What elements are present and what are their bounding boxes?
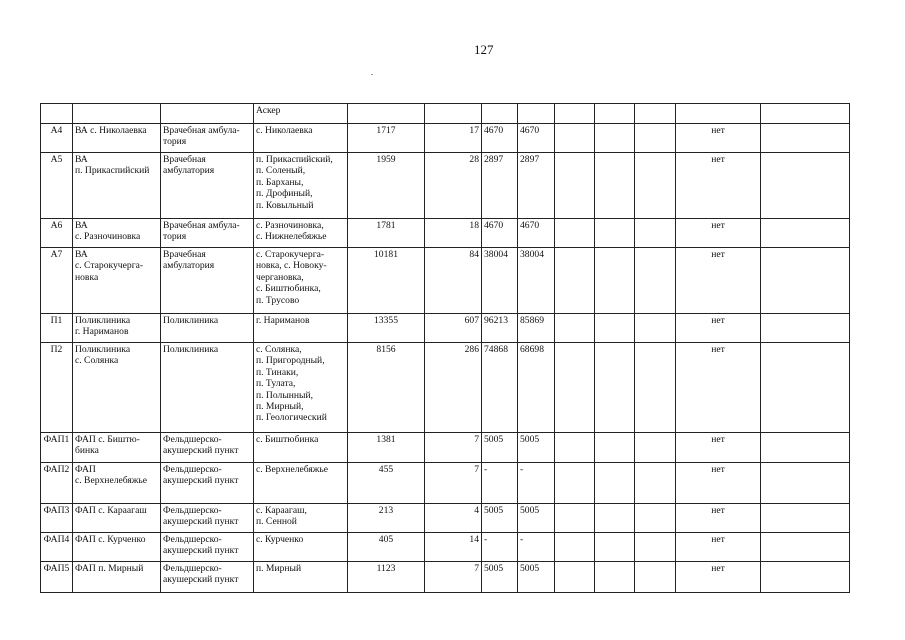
empty-cell xyxy=(635,463,676,504)
empty-cell xyxy=(555,504,595,533)
empty-cell xyxy=(595,124,635,153)
value-1: 96213 xyxy=(482,314,518,343)
facility-code: ФАП1 xyxy=(41,433,73,463)
served-settlements: п. Прикаспийский, п. Соленый, п. Барханы, п. Дрофиный, п. Ковыльный xyxy=(254,153,348,219)
empty-cell xyxy=(635,533,676,562)
empty-cell xyxy=(761,219,850,248)
count-value: 7 xyxy=(425,562,482,593)
status-value: нет xyxy=(676,504,761,533)
facility-code: А5 xyxy=(41,153,73,219)
value-2: 5005 xyxy=(518,433,555,463)
count-value: 18 xyxy=(425,219,482,248)
empty-cell xyxy=(555,314,595,343)
empty-cell xyxy=(555,219,595,248)
status-value: нет xyxy=(676,219,761,248)
population-value: 1381 xyxy=(348,433,425,463)
empty-cell xyxy=(761,504,850,533)
empty-cell xyxy=(761,248,850,314)
facility-code: ФАП3 xyxy=(41,504,73,533)
status-value: нет xyxy=(676,314,761,343)
empty-cell xyxy=(555,124,595,153)
header-cell-name xyxy=(73,104,161,124)
facility-name: Поликлиника г. Нариманов xyxy=(73,314,161,343)
empty-cell xyxy=(595,433,635,463)
facility-code: А4 xyxy=(41,124,73,153)
status-value: нет xyxy=(676,153,761,219)
value-1: 4670 xyxy=(482,124,518,153)
served-settlements: с. Верхнелебяжье xyxy=(254,463,348,504)
empty-cell xyxy=(635,562,676,593)
value-2: 5005 xyxy=(518,562,555,593)
facility-name: ВА с. Николаевка xyxy=(73,124,161,153)
count-value: 14 xyxy=(425,533,482,562)
empty-cell xyxy=(595,314,635,343)
header-cell xyxy=(595,104,635,124)
header-cell xyxy=(676,104,761,124)
empty-cell xyxy=(595,463,635,504)
served-settlements: с. Старокучерга- новка, с. Новоку- чергановка, с. Биштюбинка, п. Трусово xyxy=(254,248,348,314)
status-value: нет xyxy=(676,248,761,314)
table-body xyxy=(41,104,850,593)
empty-cell xyxy=(555,343,595,433)
table-row xyxy=(41,153,850,219)
empty-cell xyxy=(555,433,595,463)
value-1: 74868 xyxy=(482,343,518,433)
value-2: 85869 xyxy=(518,314,555,343)
count-value: 4 xyxy=(425,504,482,533)
value-1: 5005 xyxy=(482,433,518,463)
table-header-row xyxy=(41,104,850,124)
population-value: 455 xyxy=(348,463,425,504)
facility-code: А7 xyxy=(41,248,73,314)
empty-cell xyxy=(555,463,595,504)
empty-cell xyxy=(595,533,635,562)
served-settlements: с. Солянка, п. Пригородный, п. Тинаки, п. Тулата, п. Полынный, п. Мирный, п. Геологический xyxy=(254,343,348,433)
value-1: 5005 xyxy=(482,562,518,593)
header-cell xyxy=(482,104,518,124)
empty-cell xyxy=(595,248,635,314)
served-settlements: с. Караагаш, п. Сенной xyxy=(254,504,348,533)
header-cell xyxy=(348,104,425,124)
population-value: 405 xyxy=(348,533,425,562)
value-2: 38004 xyxy=(518,248,555,314)
facility-type: Фельдшерско- акушерский пункт xyxy=(161,463,254,504)
facility-name: ВА п. Прикаспийский xyxy=(73,153,161,219)
count-value: 286 xyxy=(425,343,482,433)
empty-cell xyxy=(761,463,850,504)
facility-type: Врачебная амбулатория xyxy=(161,248,254,314)
facility-code: А6 xyxy=(41,219,73,248)
facility-type: Поликлиника xyxy=(161,314,254,343)
value-2: - xyxy=(518,533,555,562)
population-value: 10181 xyxy=(348,248,425,314)
facility-name: ФАП п. Мирный xyxy=(73,562,161,593)
status-value: нет xyxy=(676,433,761,463)
empty-cell xyxy=(555,248,595,314)
value-2: 68698 xyxy=(518,343,555,433)
header-cell xyxy=(518,104,555,124)
value-2: 5005 xyxy=(518,504,555,533)
facility-name: Поликлиника с. Солянка xyxy=(73,343,161,433)
count-value: 7 xyxy=(425,463,482,504)
header-cell-code xyxy=(41,104,73,124)
facility-type: Фельдшерско- акушерский пункт xyxy=(161,433,254,463)
header-cell-type xyxy=(161,104,254,124)
empty-cell xyxy=(761,533,850,562)
value-2: 4670 xyxy=(518,124,555,153)
empty-cell xyxy=(635,343,676,433)
table-row xyxy=(41,463,850,504)
facility-code: П1 xyxy=(41,314,73,343)
status-value: нет xyxy=(676,533,761,562)
facility-code: ФАП4 xyxy=(41,533,73,562)
table-row xyxy=(41,433,850,463)
facility-name: ФАП с. Курченко xyxy=(73,533,161,562)
facility-type: Фельдшерско- акушерский пункт xyxy=(161,562,254,593)
facility-name: ФАП с. Караагаш xyxy=(73,504,161,533)
facility-name: ФАП с. Биштю- бинка xyxy=(73,433,161,463)
header-cell xyxy=(635,104,676,124)
empty-cell xyxy=(761,124,850,153)
served-settlements: п. Мирный xyxy=(254,562,348,593)
count-value: 607 xyxy=(425,314,482,343)
empty-cell xyxy=(635,314,676,343)
empty-cell xyxy=(635,124,676,153)
empty-cell xyxy=(635,219,676,248)
facility-code: ФАП5 xyxy=(41,562,73,593)
served-settlements: с. Николаевка xyxy=(254,124,348,153)
header-cell xyxy=(761,104,850,124)
empty-cell xyxy=(761,433,850,463)
served-settlements: с. Разночиновка, с. Нижнелебяжье xyxy=(254,219,348,248)
empty-cell xyxy=(595,343,635,433)
page-number: 127 xyxy=(474,42,494,57)
facility-type: Фельдшерско- акушерский пункт xyxy=(161,533,254,562)
count-value: 17 xyxy=(425,124,482,153)
facility-name: ВА с. Разночиновка xyxy=(73,219,161,248)
empty-cell xyxy=(555,562,595,593)
count-value: 7 xyxy=(425,433,482,463)
empty-cell xyxy=(761,153,850,219)
population-value: 8156 xyxy=(348,343,425,433)
population-value: 1717 xyxy=(348,124,425,153)
empty-cell xyxy=(635,248,676,314)
facility-name: ФАП с. Верхнелебяжье xyxy=(73,463,161,504)
empty-cell xyxy=(595,219,635,248)
count-value: 84 xyxy=(425,248,482,314)
empty-cell xyxy=(761,314,850,343)
value-1: 4670 xyxy=(482,219,518,248)
value-2: - xyxy=(518,463,555,504)
empty-cell xyxy=(635,504,676,533)
empty-cell xyxy=(595,153,635,219)
population-value: 1959 xyxy=(348,153,425,219)
table-row xyxy=(41,533,850,562)
value-1: 38004 xyxy=(482,248,518,314)
table-row xyxy=(41,219,850,248)
population-value: 213 xyxy=(348,504,425,533)
header-cell xyxy=(425,104,482,124)
table-row xyxy=(41,343,850,433)
empty-cell xyxy=(555,533,595,562)
table-row xyxy=(41,562,850,593)
served-settlements: г. Нариманов xyxy=(254,314,348,343)
scan-artifact xyxy=(371,74,373,75)
value-2: 4670 xyxy=(518,219,555,248)
facility-type: Врачебная амбула- тория xyxy=(161,219,254,248)
value-1: 2897 xyxy=(482,153,518,219)
population-value: 13355 xyxy=(348,314,425,343)
empty-cell xyxy=(595,504,635,533)
facility-type: Врачебная амбулатория xyxy=(161,153,254,219)
empty-cell xyxy=(761,562,850,593)
table-row xyxy=(41,248,850,314)
facility-name: ВА с. Старокучерга- новка xyxy=(73,248,161,314)
served-settlements: с. Курченко xyxy=(254,533,348,562)
population-value: 1123 xyxy=(348,562,425,593)
header-cell-settlements: Аскер xyxy=(254,104,348,124)
empty-cell xyxy=(635,153,676,219)
empty-cell xyxy=(555,153,595,219)
empty-cell xyxy=(595,562,635,593)
status-value: нет xyxy=(676,463,761,504)
value-1: - xyxy=(482,463,518,504)
value-1: - xyxy=(482,533,518,562)
status-value: нет xyxy=(676,124,761,153)
served-settlements: с. Биштюбинка xyxy=(254,433,348,463)
population-value: 1781 xyxy=(348,219,425,248)
status-value: нет xyxy=(676,562,761,593)
header-cell xyxy=(555,104,595,124)
facility-code: П2 xyxy=(41,343,73,433)
table-row xyxy=(41,504,850,533)
table-row xyxy=(41,314,850,343)
empty-cell xyxy=(761,343,850,433)
facility-type: Фельдшерско- акушерский пункт xyxy=(161,504,254,533)
value-1: 5005 xyxy=(482,504,518,533)
count-value: 28 xyxy=(425,153,482,219)
facilities-table xyxy=(40,103,850,593)
facility-type: Врачебная амбула- тория xyxy=(161,124,254,153)
table-row xyxy=(41,124,850,153)
facility-code: ФАП2 xyxy=(41,463,73,504)
empty-cell xyxy=(635,433,676,463)
value-2: 2897 xyxy=(518,153,555,219)
status-value: нет xyxy=(676,343,761,433)
facility-type: Поликлиника xyxy=(161,343,254,433)
